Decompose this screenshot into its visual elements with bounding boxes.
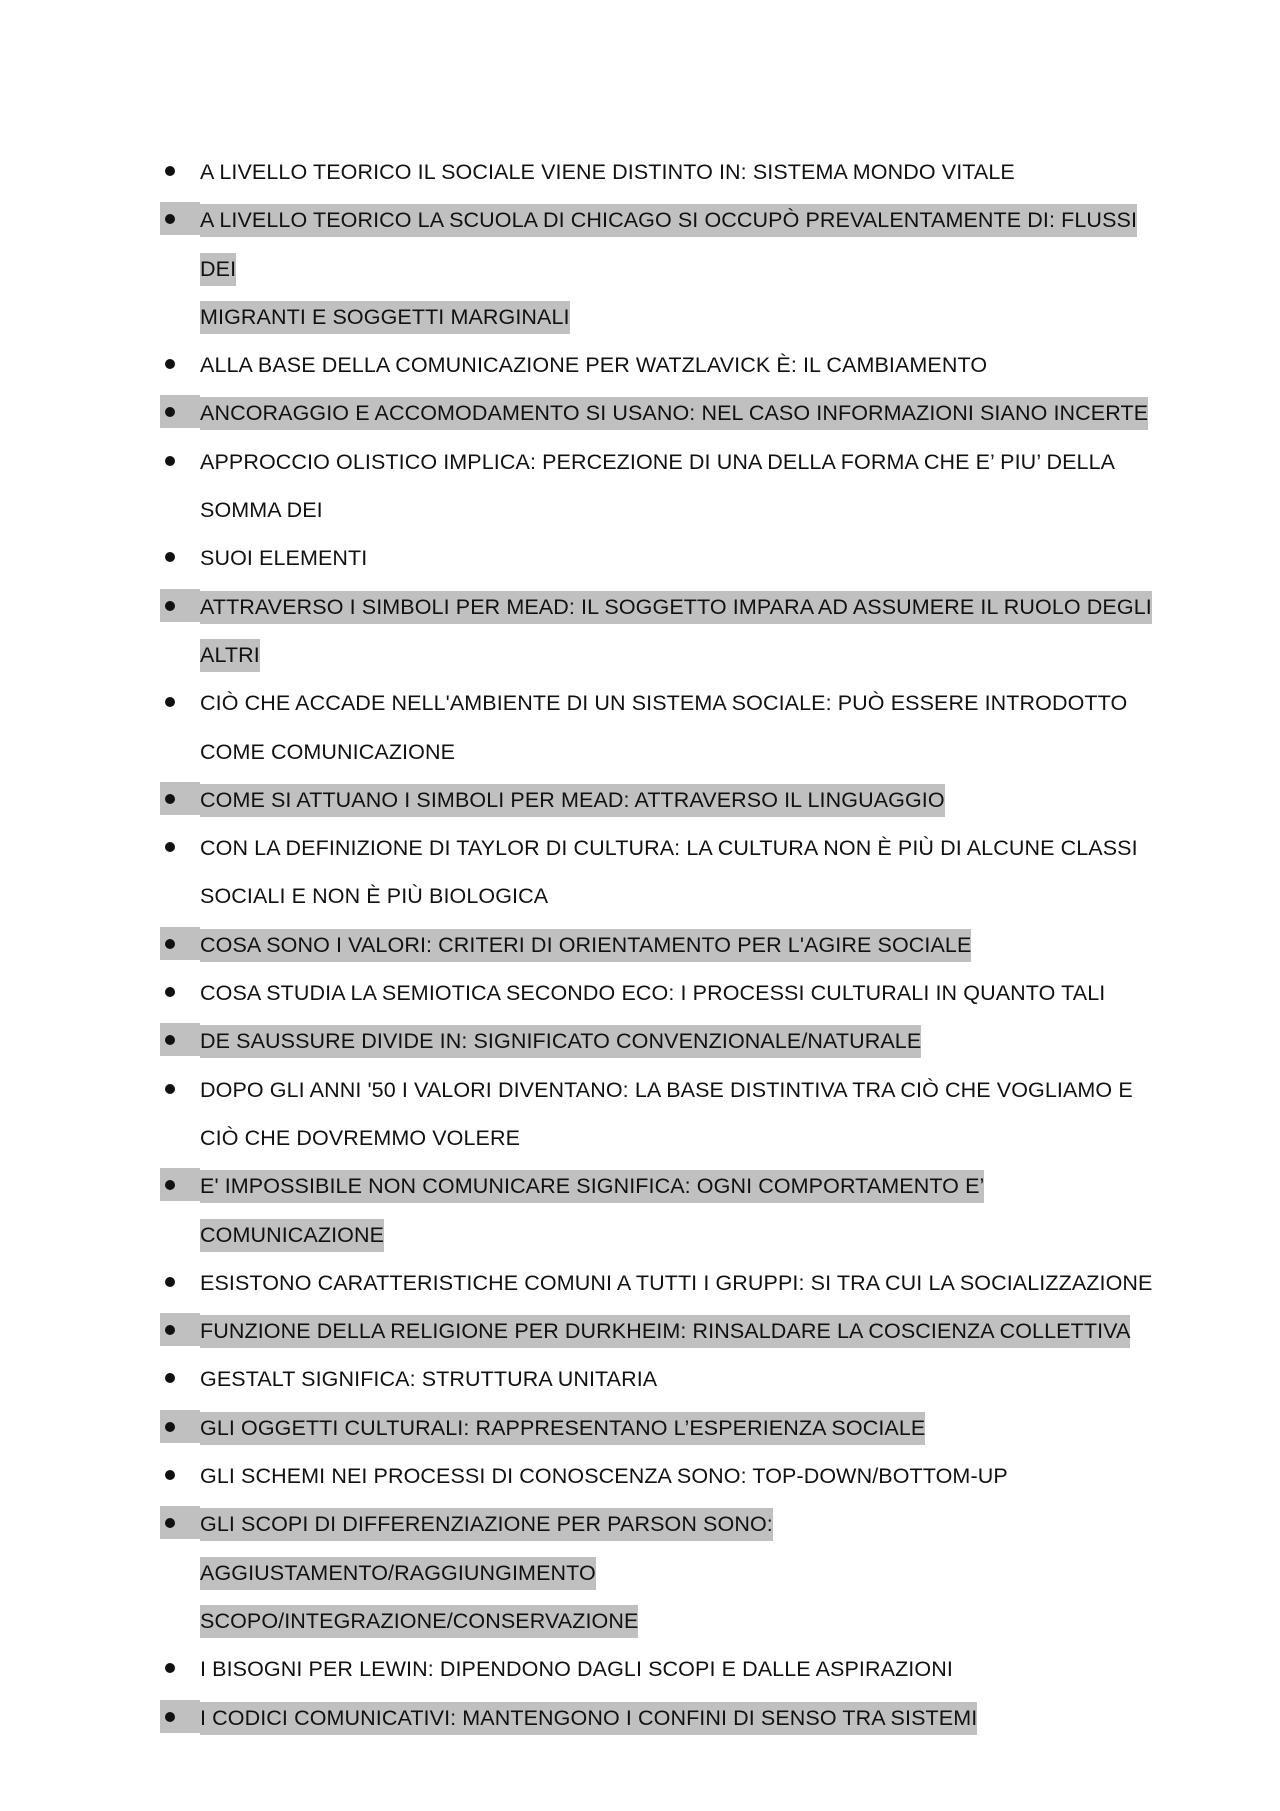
list-item xyxy=(160,534,1160,582)
list-item xyxy=(160,1355,1160,1403)
list-item-text: APPROCCIO OLISTICO IMPLICA: PERCEZIONE DI UNA DELLA FORMA CHE E’ PIU’ DELLA xyxy=(200,449,1116,474)
bullet-icon xyxy=(165,456,175,466)
list-item-line xyxy=(200,1404,1160,1452)
list-item-line xyxy=(200,1355,1160,1403)
bullet-icon xyxy=(165,1422,175,1432)
bullet-icon xyxy=(165,1084,175,1094)
list-item-line xyxy=(200,1211,1160,1259)
list-item xyxy=(160,1645,1160,1693)
list-item xyxy=(160,1404,1160,1452)
list-item-line xyxy=(200,1549,1160,1597)
list-item-text: COMUNICAZIONE xyxy=(200,1219,384,1252)
list-item-text: I BISOGNI PER LEWIN: DIPENDONO DAGLI SCOPI E DALLE ASPIRAZIONI xyxy=(200,1657,953,1682)
bullet-icon xyxy=(165,1470,175,1480)
list-item-line xyxy=(200,486,1160,534)
list-item xyxy=(160,1066,1160,1163)
list-item-line xyxy=(200,679,1160,727)
list-item-line xyxy=(200,824,1160,872)
bullet-icon xyxy=(165,166,175,176)
list-item xyxy=(160,1694,1160,1742)
list-item-text: CIÒ CHE DOVREMMO VOLERE xyxy=(200,1125,521,1150)
list-item-text: MIGRANTI E SOGGETTI MARGINALI xyxy=(200,301,570,334)
bullet-icon xyxy=(165,1373,175,1383)
list-item-text: ANCORAGGIO E ACCOMODAMENTO SI USANO: NEL CASO INFORMAZIONI SIANO INCERTE xyxy=(200,397,1148,430)
list-item-line xyxy=(200,1017,1160,1065)
list-item-text: CON LA DEFINIZIONE DI TAYLOR DI CULTURA: LA CULTURA NON È PIÙ DI ALCUNE CLASSI xyxy=(200,836,1138,861)
list-item-text: E' IMPOSSIBILE NON COMUNICARE SIGNIFICA: OGNI COMPORTAMENTO E’ xyxy=(200,1170,984,1203)
list-item-line xyxy=(200,1452,1160,1500)
list-item-text: AGGIUSTAMENTO/RAGGIUNGIMENTO xyxy=(200,1557,596,1590)
list-item-text: GLI SCOPI DI DIFFERENZIAZIONE PER PARSON SONO: xyxy=(200,1508,773,1541)
list-item-text: I CODICI COMUNICATIVI: MANTENGONO I CONFINI DI SENSO TRA SISTEMI xyxy=(200,1702,977,1735)
list-item xyxy=(160,438,1160,535)
list-item-line xyxy=(200,1114,1160,1162)
list-item-text: SOMMA DEI xyxy=(200,498,323,523)
bullet-list xyxy=(160,148,1160,1742)
bullet-icon xyxy=(165,987,175,997)
list-item-line xyxy=(200,534,1160,582)
list-item xyxy=(160,1259,1160,1307)
list-item xyxy=(160,776,1160,824)
list-item-text: ALTRI xyxy=(200,639,260,672)
list-item-line xyxy=(200,1307,1160,1355)
list-item-text: COSA STUDIA LA SEMIOTICA SECONDO ECO: I PROCESSI CULTURALI IN QUANTO TALI xyxy=(200,981,1106,1006)
list-item-text: ALLA BASE DELLA COMUNICAZIONE PER WATZLAVICK È: IL CAMBIAMENTO xyxy=(200,353,988,378)
bullet-icon xyxy=(165,794,175,804)
list-item-line xyxy=(200,631,1160,679)
bullet-icon xyxy=(165,1712,175,1722)
bullet-icon xyxy=(165,1277,175,1287)
list-item xyxy=(160,1452,1160,1500)
list-item-text: GLI SCHEMI NEI PROCESSI DI CONOSCENZA SONO: TOP-DOWN/BOTTOM-UP xyxy=(200,1464,1008,1489)
list-item-text: FUNZIONE DELLA RELIGIONE PER DURKHEIM: RINSALDARE LA COSCIENZA COLLETTIVA xyxy=(200,1315,1130,1348)
list-item-text: DOPO GLI ANNI '50 I VALORI DIVENTANO: LA BASE DISTINTIVA TRA CIÒ CHE VOGLIAMO E xyxy=(200,1077,1133,1102)
list-item-line xyxy=(200,1162,1160,1210)
list-item-line xyxy=(200,728,1160,776)
bullet-icon xyxy=(165,939,175,949)
bullet-icon xyxy=(165,697,175,707)
list-item xyxy=(160,341,1160,389)
list-item-text: GESTALT SIGNIFICA: STRUTTURA UNITARIA xyxy=(200,1367,658,1392)
list-item-line xyxy=(200,1597,1160,1645)
list-item-text: DE SAUSSURE DIVIDE IN: SIGNIFICATO CONVENZIONALE/NATURALE xyxy=(200,1025,921,1058)
list-item-line xyxy=(200,776,1160,824)
list-item-text: CIÒ CHE ACCADE NELL'AMBIENTE DI UN SISTEMA SOCIALE: PUÒ ESSERE INTRODOTTO xyxy=(200,691,1128,716)
list-item-line xyxy=(200,1259,1160,1307)
list-item xyxy=(160,1500,1160,1645)
list-item-text: COSA SONO I VALORI: CRITERI DI ORIENTAMENTO PER L'AGIRE SOCIALE xyxy=(200,929,971,962)
list-item xyxy=(160,1162,1160,1259)
list-item xyxy=(160,1017,1160,1065)
list-item-line xyxy=(200,438,1160,486)
list-item-line xyxy=(200,341,1160,389)
list-item-text: ESISTONO CARATTERISTICHE COMUNI A TUTTI I GRUPPI: SI TRA CUI LA SOCIALIZZAZIONE xyxy=(200,1270,1153,1295)
list-item-line xyxy=(200,1066,1160,1114)
list-item xyxy=(160,1307,1160,1355)
list-item-line xyxy=(200,196,1160,293)
list-item-text: A LIVELLO TEORICO IL SOCIALE VIENE DISTINTO IN: SISTEMA MONDO VITALE xyxy=(200,160,1015,184)
bullet-icon xyxy=(165,1663,175,1673)
list-item-text: A LIVELLO TEORICO LA SCUOLA DI CHICAGO SI OCCUPÒ PREVALENTAMENTE DI: FLUSSI DEI xyxy=(200,204,1137,285)
list-item xyxy=(160,389,1160,437)
list-item xyxy=(160,921,1160,969)
list-item-text: SUOI ELEMENTI xyxy=(200,546,368,571)
bullet-icon xyxy=(165,552,175,562)
list-item-line xyxy=(200,583,1160,631)
list-item-line xyxy=(200,389,1160,437)
list-item-line xyxy=(200,1645,1160,1693)
list-item-text: SOCIALI E NON È PIÙ BIOLOGICA xyxy=(200,884,549,909)
list-item-text: SCOPO/INTEGRAZIONE/CONSERVAZIONE xyxy=(200,1605,638,1638)
list-item xyxy=(160,969,1160,1017)
list-item-text: GLI OGGETTI CULTURALI: RAPPRESENTANO L’ESPERIENZA SOCIALE xyxy=(200,1412,925,1445)
list-item xyxy=(160,679,1160,776)
list-item xyxy=(160,583,1160,680)
list-item-line xyxy=(200,293,1160,341)
list-item-text: ATTRAVERSO I SIMBOLI PER MEAD: IL SOGGETTO IMPARA AD ASSUMERE IL RUOLO DEGLI xyxy=(200,591,1152,624)
list-item-line xyxy=(200,1500,1160,1548)
list-item xyxy=(160,148,1160,196)
bullet-icon xyxy=(165,359,175,369)
list-item-line xyxy=(200,969,1160,1017)
list-item-line xyxy=(200,872,1160,920)
list-item xyxy=(160,824,1160,921)
bullet-icon xyxy=(165,601,175,611)
list-item xyxy=(160,196,1160,341)
list-item-text: COME SI ATTUANO I SIMBOLI PER MEAD: ATTRAVERSO IL LINGUAGGIO xyxy=(200,784,945,817)
list-item-line xyxy=(200,921,1160,969)
list-item-line xyxy=(200,148,1160,196)
list-item-line xyxy=(200,1694,1160,1742)
list-item-text: COME COMUNICAZIONE xyxy=(200,739,456,764)
bullet-icon xyxy=(165,842,175,852)
